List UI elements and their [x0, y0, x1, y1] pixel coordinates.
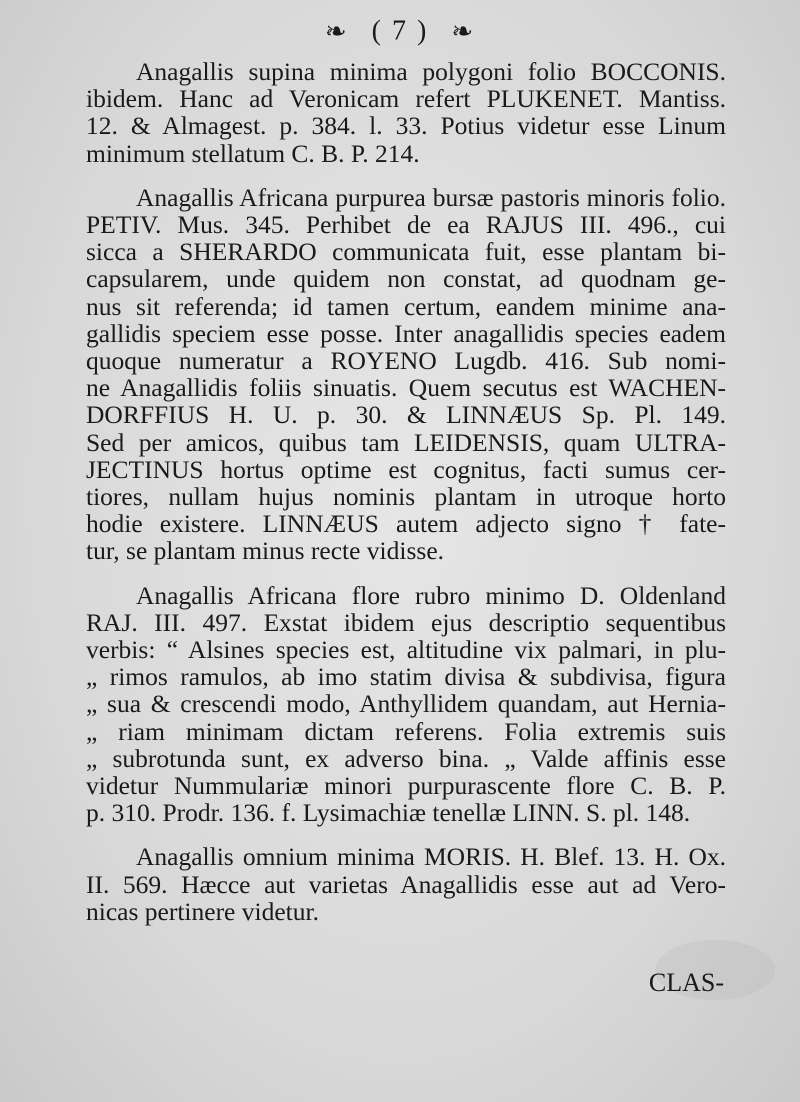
- text-line: quoque numeratur a ROYENO Lugdb. 416. Sub nomi-: [86, 346, 726, 376]
- text-line: Anagallis supina minima polygoni folio BOCCONIS.: [136, 57, 726, 86]
- page-number: ( 7 ): [371, 15, 429, 47]
- page-header: [0, 14, 800, 48]
- paragraph-4: [86, 843, 726, 925]
- text-line: gallidis speciem esse posse. Inter anagallidis species eadem: [86, 318, 726, 348]
- paragraph-3: [86, 582, 726, 827]
- text-line: verbis: “ Alsines species est, altitudine vix palmari, in plu-: [86, 635, 726, 665]
- text-line: PETIV. Mus. 345. Perhibet de ea RAJUS III. 496., cui: [86, 210, 726, 240]
- text-line: II. 569. Hæcce aut varietas Anagallidis esse aut ad Vero-: [86, 869, 726, 899]
- text-line: RAJ. III. 497. Exstat ibidem ejus descriptio sequentibus: [86, 607, 726, 637]
- body-text: [86, 58, 726, 942]
- text-line: ne Anagallidis foliis sinuatis. Quem secutus est WACHEN-: [86, 373, 726, 403]
- text-line: sicca a SHERARDO communicata fuit, esse plantam bi-: [86, 237, 726, 267]
- text-line: „ rimos ramulos, ab imo statim divisa & subdivisa, figura: [86, 662, 726, 692]
- text-line: tiores, nullam hujus nominis plantam in utroque horto: [86, 482, 726, 512]
- text-line: 12. & Almagest. p. 384. l. 33. Potius videtur esse Linum: [86, 111, 726, 141]
- left-ornament-icon: ❧: [324, 16, 349, 46]
- text-line: tur, se plantam minus recte vidisse.: [86, 536, 445, 566]
- text-line: Sed per amicos, quibus tam LEIDENSIS, quam ULTRA-: [86, 427, 726, 457]
- text-line: Anagallis Africana purpurea bursæ pastoris minoris folio.: [136, 182, 726, 212]
- text-line: „ sua & crescendi modo, Anthyllidem quandam, aut Hernia-: [86, 689, 726, 719]
- paragraph-2: [86, 184, 726, 565]
- catchword: CLAS-: [648, 968, 724, 997]
- text-line: nicas pertinere videtur.: [86, 896, 319, 926]
- paragraph-1: [86, 58, 726, 167]
- text-line: p. 310. Prodr. 136. f. Lysimachiæ tenellæ LINN. S. pl. 148.: [86, 798, 691, 828]
- text-line: „ riam minimam dictam referens. Folia extremis suis: [86, 716, 726, 746]
- text-line: capsularem, unde quidem non constat, ad quodnam ge-: [86, 264, 726, 294]
- text-line: Anagallis Africana flore rubro minimo D. Oldenland: [136, 580, 726, 610]
- text-line: JECTINUS hortus optime est cognitus, facti sumus cer-: [86, 454, 726, 484]
- text-line: minimum stellatum C. B. P. 214.: [86, 138, 420, 168]
- right-ornament-icon: ❧: [451, 16, 476, 46]
- text-line: nus sit referenda; id tamen certum, eandem minime ana-: [86, 291, 726, 321]
- text-line: „ subrotunda sunt, ex adverso bina. „ Valde affinis esse: [86, 743, 726, 773]
- text-line: Anagallis omnium minima MORIS. H. Blef. 13. H. Ox.: [136, 842, 726, 872]
- text-line: ibidem. Hanc ad Veronicam refert PLUKENET. Mantiss.: [86, 84, 726, 114]
- text-line: videtur Nummulariæ minori purpurascente flore C. B. P.: [86, 771, 726, 801]
- text-line: DORFFIUS H. U. p. 30. & LINNÆUS Sp. Pl. 149.: [86, 400, 726, 430]
- text-line: hodie existere. LINNÆUS autem adjecto signo † fate-: [86, 509, 726, 539]
